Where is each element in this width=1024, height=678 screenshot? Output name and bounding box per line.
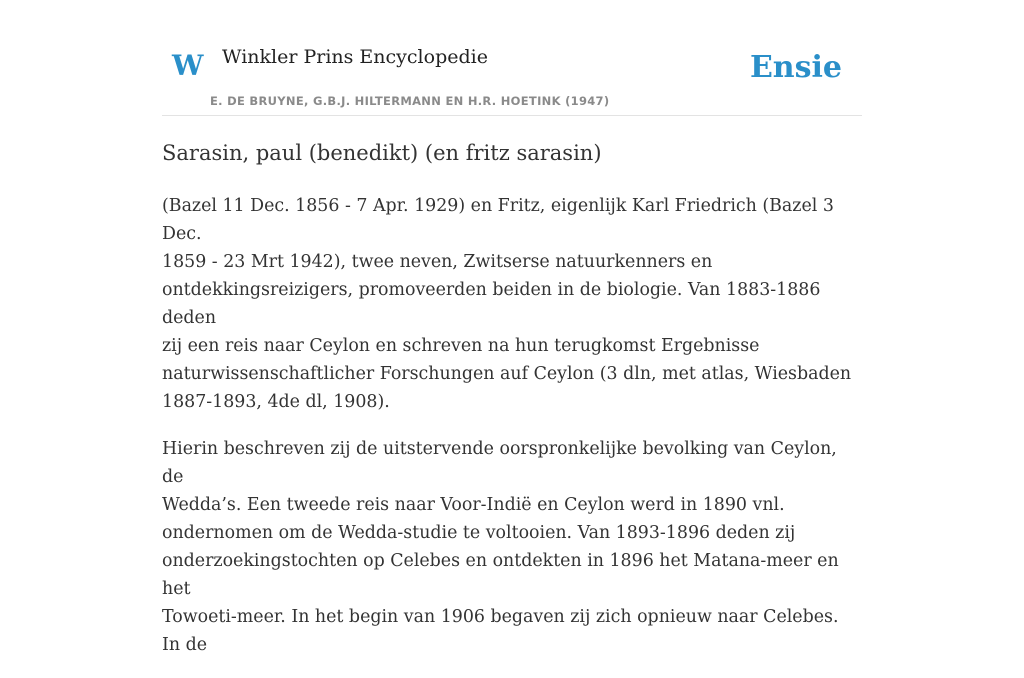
article-paragraph: Hierin beschreven zij de uitstervende oorspronkelijke bevolking van Ceylon, de Wedda’s. Een tweede reis naar Voor-Indië en Ceylon werd in 1890 vnl. ondernomen om de Wedda-studie te voltooien. Van 1893-1896 deden zij onderzoekingstochten op Celebes en ontdekten in 1896 het Matana-meer en het Towoeti-meer. In het begin van 1906 begaven zij zich opnieuw naar Celebes. In de — [162, 439, 839, 655]
publication-title[interactable]: Winkler Prins Encyclopedie — [222, 46, 488, 68]
ensie-brand-logo[interactable]: Ensie — [749, 50, 842, 85]
publication-header — [162, 40, 862, 116]
article-paragraph: (Bazel 11 Dec. 1856 - 7 Apr. 1929) en Fritz, eigenlijk Karl Friedrich (Bazel 3 Dec. 1859 - 23 Mrt 1942), twee neven, Zwitserse natuurkenners en ontdekkingsreizigers, promoveerden beiden in de biologie. Van 1883-1886 deden zij een reis naar Ceylon en schreven na hun terugkomst Ergebnisse naturwissenschaftlicher Forschungen auf Ceylon (3 dln, met atlas, Wiesbaden 1887-1893, 4de dl, 1908). — [162, 196, 852, 412]
publication-authors: E. DE BRUYNE, G.B.J. HILTERMANN EN H.R. HOETINK (1947) — [210, 94, 610, 108]
article-body — [162, 192, 862, 678]
article-title: Sarasin, paul (benedikt) (en fritz sarasin) — [162, 141, 602, 165]
publication-logo[interactable]: W — [172, 49, 204, 82]
